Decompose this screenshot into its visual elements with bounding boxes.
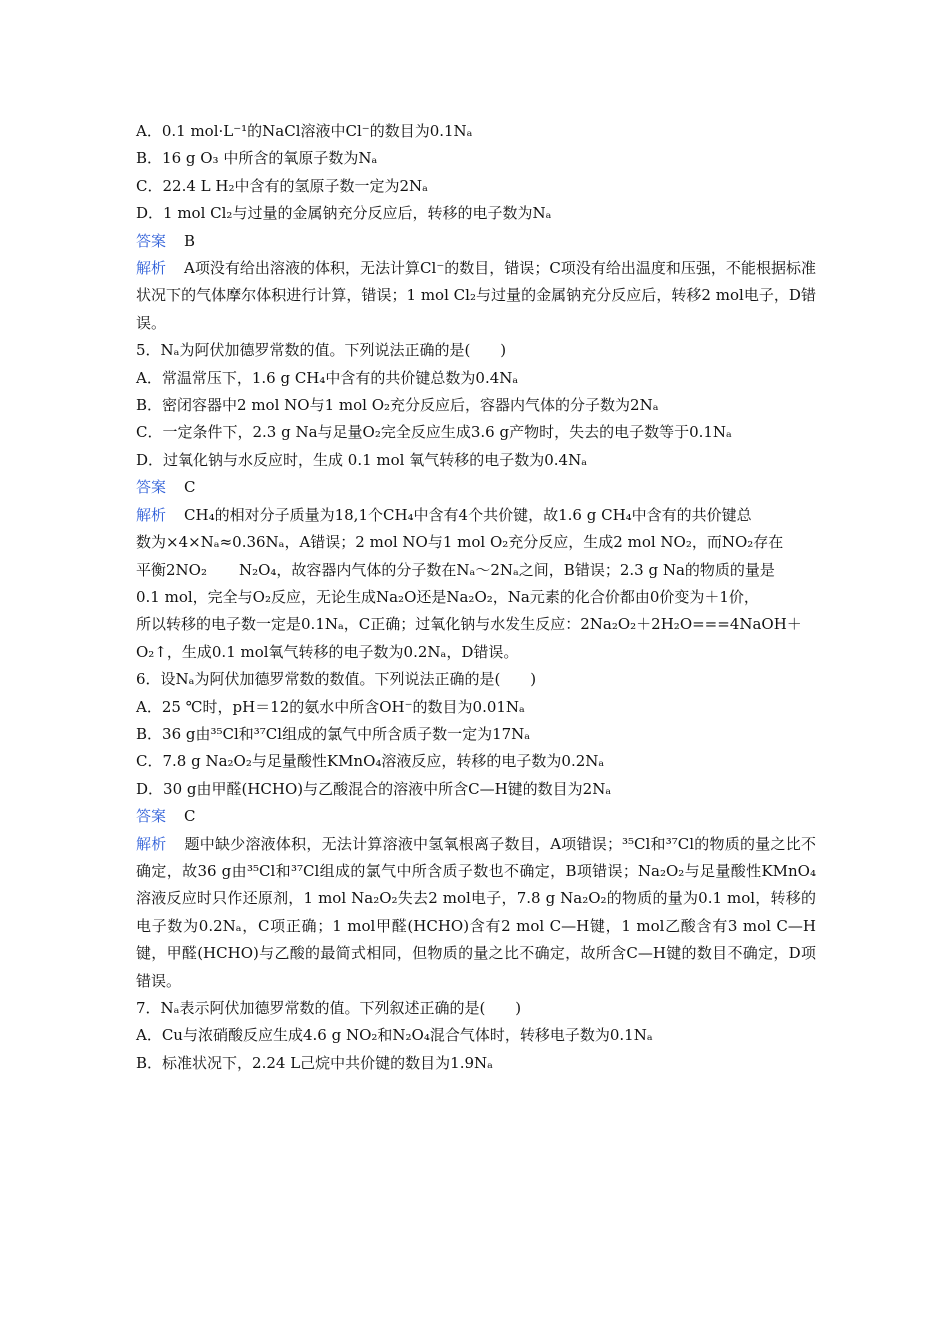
question-7: 7．Nₐ表示阿伏加德罗常数的值。下列叙述正确的是( ) <box>136 999 522 1017</box>
answer-q4 <box>136 228 816 255</box>
document-body <box>136 118 816 1077</box>
analysis-q5-line4: 0.1 mol，完全与O₂反应，无论生成Na₂O还是Na₂O₂，Na元素的化合价都由0价变为＋1价， <box>136 587 759 606</box>
answer-q5 <box>136 474 816 501</box>
analysis-text: A项没有给出溶液的体积，无法计算Cl⁻的数目，错误；C项没有给出温度和压强，不能根据标准状况下的气体摩尔体积进行计算，错误；1 mol Cl₂与过量的金属钠充分反应后，转移2 mol电子，D错误。 <box>136 259 816 332</box>
analysis-label: 解析 <box>136 834 167 853</box>
option-a-q6: A．25 ℃时，pH＝12的氨水中所含OH⁻的数目为0.01Nₐ <box>136 697 525 716</box>
equilibrium-right: N₂O₄，故容器内气体的分子数在Nₐ～2Nₐ之间，B错误；2.3 g Na的物质的量是 <box>238 560 775 579</box>
option-b-q5: B．密闭容器中2 mol NO与1 mol O₂充分反应后，容器内气体的分子数为2Nₐ <box>136 396 659 415</box>
analysis-q5-line5: 所以转移的电子数一定是0.1Nₐ，C正确；过氧化钠与水发生反应：2Na₂O₂＋2H₂O===4NaOH＋ <box>136 615 802 634</box>
option-b-q7: B．标准状况下，2.24 L己烷中共价键的数目为1.9Nₐ <box>136 1053 493 1072</box>
answer-q6 <box>136 803 816 830</box>
option-a-q4: A．0.1 mol·L⁻¹的NaCl溶液中Cl⁻的数目为0.1Nₐ <box>136 122 473 140</box>
analysis-text: 题中缺少溶液体积，无法计算溶液中氢氧根离子数目，A项错误；³⁵Cl和³⁷Cl的物质的量之比不确定，故36 g由³⁵Cl和³⁷Cl组成的氯气中所含质子数也不确定，B项错误；Na₂O₂与足量酸性KMnO₄溶液反应时只作还原剂，1 mol Na₂O₂失去2 mol电子，7.8 g Na₂O₂的物质的量为0.1 mol，转移的电子数为0.2Nₐ，C项正确；1 mol甲醛(HCHO)含有2 mol C—H键，1 mol乙酸含有3 mol C—H键，甲醛(HCHO)与乙酸的最简式相同，但物质的量之比不确定，故所含C—H键的数目不确定，D项错误。 <box>136 834 816 990</box>
answer-value: B <box>184 231 196 250</box>
analysis-text: CH₄的相对分子质量为18,1个CH₄中含有4个共价键，故1.6 g CH₄中含有的共价键总 <box>184 505 752 524</box>
answer-value: C <box>184 478 196 497</box>
option-c-q5: C．一定条件下，2.3 g Na与足量O₂完全反应生成3.6 g产物时，失去的电子数等于0.1Nₐ <box>136 423 732 442</box>
option-b-q4: B．16 g O₃ 中所含的氧原子数为Nₐ <box>136 149 378 168</box>
answer-label: 答案 <box>136 231 167 250</box>
analysis-q5-line2: 数为×4×Nₐ≈0.36Nₐ，A错误；2 mol NO与1 mol O₂充分反应，生成2 mol NO₂，而NO₂存在 <box>136 533 784 552</box>
option-d-q6: D．30 g由甲醛(HCHO)与乙酸混合的溶液中所含C—H键的数目为2Nₐ <box>136 779 612 798</box>
option-b-q6: B．36 g由³⁵Cl和³⁷Cl组成的氯气中所含质子数一定为17Nₐ <box>136 724 531 743</box>
option-d-q5: D．过氧化钠与水反应时，生成 0.1 mol 氧气转移的电子数为0.4Nₐ <box>136 450 588 469</box>
analysis-q4 <box>136 255 816 337</box>
question-5: 5．Nₐ为阿伏加德罗常数的值。下列说法正确的是( ) <box>136 341 507 360</box>
answer-value: C <box>184 807 196 826</box>
answer-label: 答案 <box>136 807 167 826</box>
analysis-label: 解析 <box>136 259 167 278</box>
option-a-q5: A．常温常压下，1.6 g CH₄中含有的共价键总数为0.4Nₐ <box>136 368 519 387</box>
analysis-q6 <box>136 831 816 995</box>
analysis-label: 解析 <box>136 505 167 524</box>
analysis-q5-line6: O₂↑，生成0.1 mol氧气转移的电子数为0.2Nₐ，D错误。 <box>136 642 519 661</box>
option-d-q4: D．1 mol Cl₂与过量的金属钠充分反应后，转移的电子数为Nₐ <box>136 204 552 223</box>
analysis-q5-line3 <box>136 557 816 584</box>
question-6: 6．设Nₐ为阿伏加德罗常数的数值。下列说法正确的是( ) <box>136 670 537 689</box>
option-a-q7: A．Cu与浓硝酸反应生成4.6 g NO₂和N₂O₄混合气体时，转移电子数为0.1Nₐ <box>136 1026 653 1045</box>
equilibrium-left: 平衡2NO₂ <box>136 560 207 579</box>
analysis-q5-line1 <box>136 502 816 529</box>
option-c-q6: C．7.8 g Na₂O₂与足量酸性KMnO₄溶液反应，转移的电子数为0.2Nₐ <box>136 752 605 771</box>
option-c-q4: C．22.4 L H₂中含有的氢原子数一定为2Nₐ <box>136 176 428 195</box>
answer-label: 答案 <box>136 478 167 497</box>
